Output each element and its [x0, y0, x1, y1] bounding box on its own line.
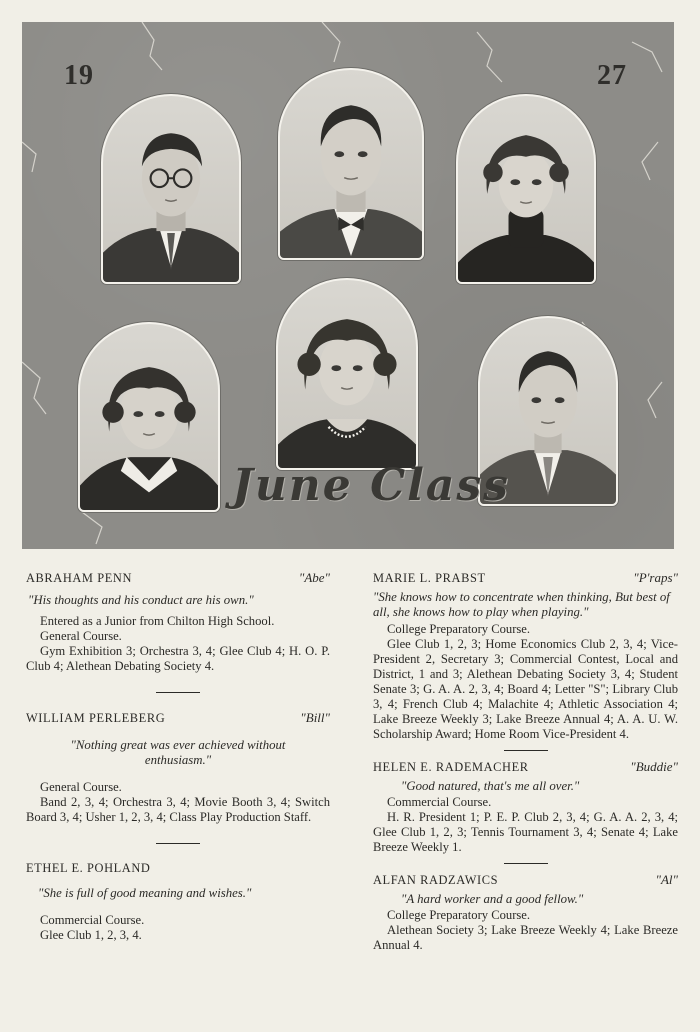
student-motto: "She knows how to concentrate when thinking, But best of all, she knows how to play when playing." [373, 590, 670, 619]
portrait-marie-prabst [78, 322, 220, 512]
activity-line: College Preparatory Course. [387, 622, 531, 636]
student-nickname: "Bill" [300, 710, 330, 725]
student-nickname: "Al" [655, 872, 678, 887]
entry-header [26, 570, 330, 586]
student-name: ETHEL E. POHLAND [26, 861, 151, 875]
portrait-ethel-pohland [456, 94, 596, 284]
activity-line: Glee Club 1, 2, 3; Home Economics Club 2, 3, 4; Vice-President 2, Secretary 3; Commercial Contest, Local and District, 1 and 3; Alethean Debating Society 3, 4; Student Senate 3; G. A. A. 2, 3, 4; Board 4; Letter "S"; Library Club 3, 4; French Club 4; Malachite 4; Athletic Association 4; Lake Breeze Weekly 3; Lake Breeze Annual 4; A. A. U. W. Scholarship Award; Home Room Vice-President 4. [373, 637, 678, 741]
activity-line: Band 2, 3, 4; Orchestra 3, 4; Movie Booth 3, 4; Switch Board 3, 4; Usher 1, 2, 3, 4; Class Play Production Staff. [26, 795, 330, 824]
activity-line: Commercial Course. [387, 795, 492, 809]
entry-abraham-penn [26, 570, 330, 674]
portrait-figure [80, 324, 218, 510]
separator-rule [504, 863, 548, 864]
entry-header [373, 570, 678, 586]
portrait-abraham-penn [101, 94, 241, 284]
activity-line: Commercial Course. [40, 913, 145, 927]
year-right: 27 [597, 60, 627, 91]
student-name: HELEN E. RADEMACHER [373, 760, 529, 774]
portrait-helen-rademacher [276, 278, 418, 470]
separator-rule [504, 750, 548, 751]
student-motto: "Nothing great was ever achieved without enthusiasm." [70, 738, 286, 767]
student-motto: "Good natured, that's me all over." [401, 779, 580, 793]
student-name: ABRAHAM PENN [26, 571, 132, 585]
activity-line: H. R. President 1; P. E. P. Club 2, 3, 4; G. A. A. 2, 3, 4; Glee Club 1, 2, 3; Tennis Tournament 3, 4; Senate 4; Lake Breeze Weekly 1. [373, 810, 678, 854]
year-left: 19 [64, 60, 94, 91]
portrait-figure [458, 96, 594, 282]
separator-rule [156, 843, 200, 844]
student-name: ALFAN RADZAWICS [373, 873, 499, 887]
entry-william-perleberg [26, 710, 330, 825]
entry-header [373, 872, 678, 888]
entry-header [26, 861, 330, 876]
student-nickname: "P'raps" [633, 570, 678, 585]
student-name: WILLIAM PERLEBERG [26, 711, 166, 725]
photo-panel [22, 22, 674, 549]
class-title: June Class [232, 460, 510, 511]
activity-line: Glee Club 1, 2, 3, 4. [40, 928, 142, 942]
portrait-figure [280, 70, 422, 258]
activity-line: General Course. [40, 780, 122, 794]
entry-header [373, 759, 678, 775]
portrait-william-perleberg [278, 68, 424, 260]
portrait-figure [278, 280, 416, 468]
student-motto: "She is full of good meaning and wishes." [38, 886, 252, 900]
student-motto: "His thoughts and his conduct are his own." [28, 593, 254, 607]
student-nickname: "Abe" [298, 570, 330, 585]
activity-line: Gym Exhibition 3; Orchestra 3, 4; Glee Club 4; H. O. P. Club 4; Alethean Debating Society 4. [26, 644, 330, 673]
right-column [373, 570, 678, 953]
activity-line: College Preparatory Course. [387, 908, 531, 922]
student-nickname: "Buddie" [630, 759, 678, 774]
student-motto: "A hard worker and a good fellow." [401, 892, 584, 906]
separator-rule [156, 692, 200, 693]
activity-line: General Course. [40, 629, 122, 643]
entry-alfan-radzawics [373, 872, 678, 953]
entry-marie-prabst [373, 570, 678, 742]
activity-line: Entered as a Junior from Chilton High School. [40, 614, 275, 628]
left-column [26, 570, 330, 943]
activity-line: Alethean Society 3; Lake Breeze Weekly 4; Lake Breeze Annual 4. [373, 923, 678, 952]
entry-helen-rademacher [373, 759, 678, 855]
student-name: MARIE L. PRABST [373, 571, 486, 585]
entry-header [26, 710, 330, 726]
entry-ethel-pohland [26, 861, 330, 943]
portrait-figure [103, 96, 239, 282]
